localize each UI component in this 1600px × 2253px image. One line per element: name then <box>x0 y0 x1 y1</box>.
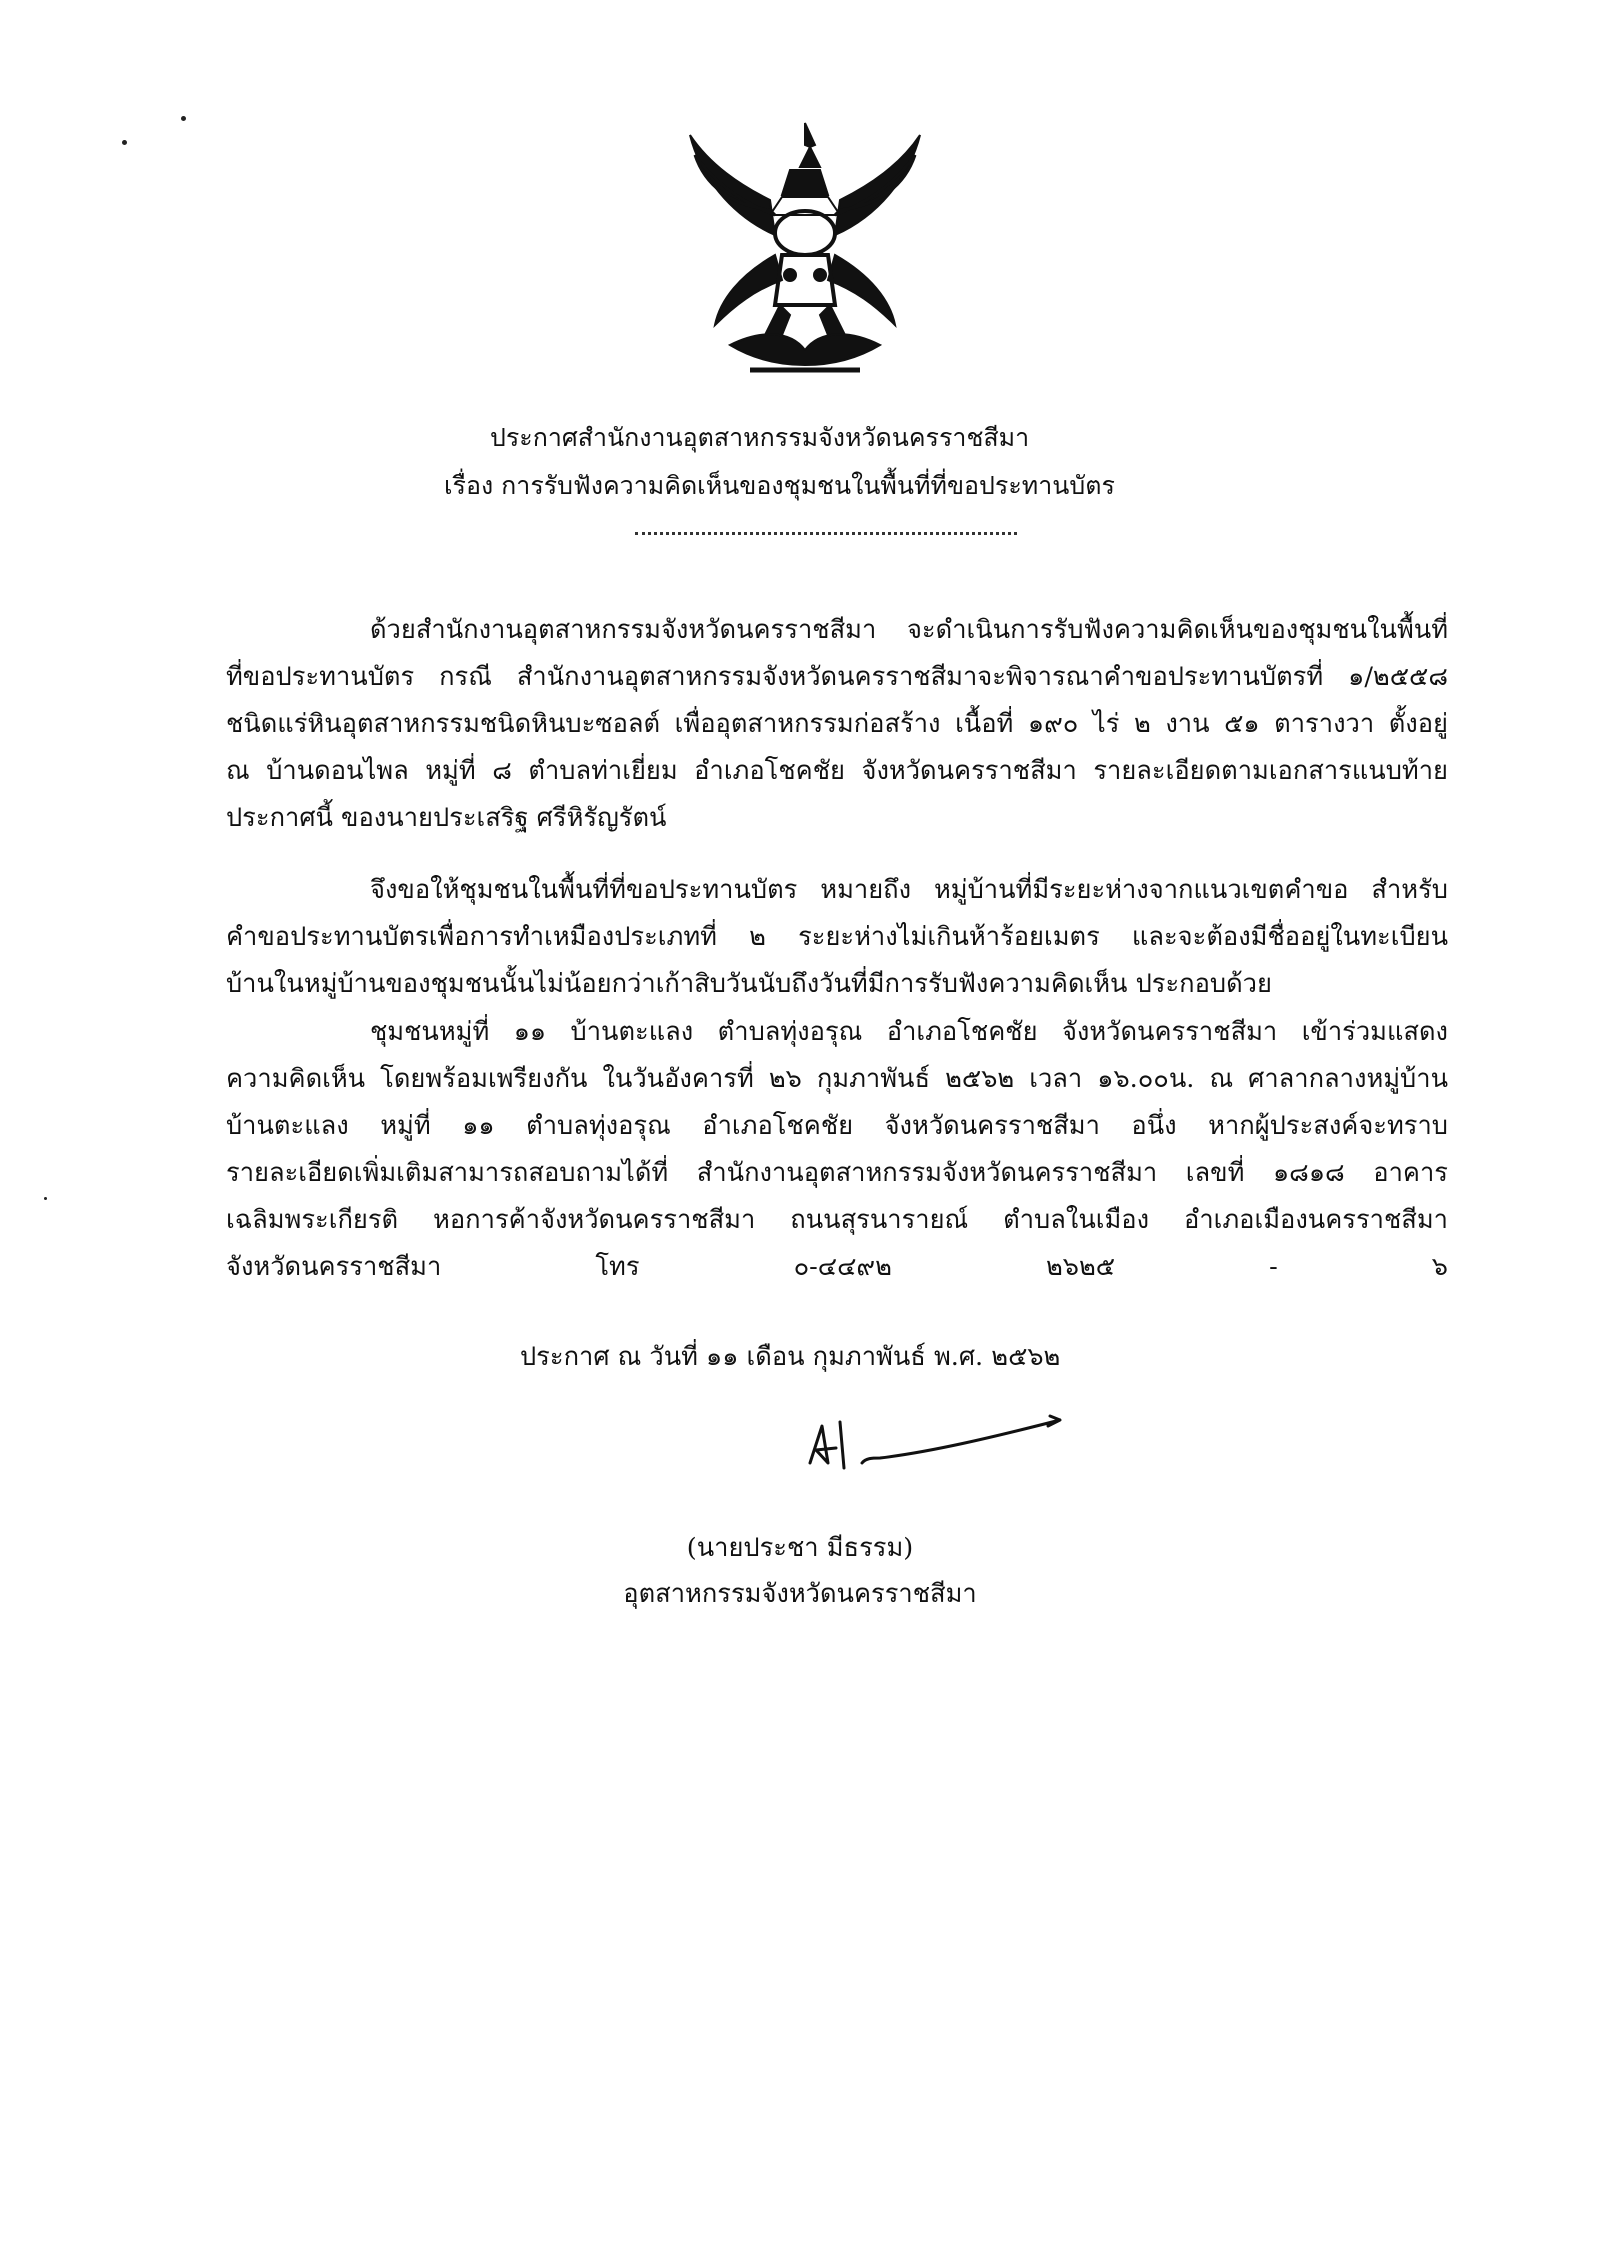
paragraph-3-line: จังหวัดนครราชสีมา โทร ๐-๔๔๙๒ ๒๖๒๕ - ๖ <box>226 1252 1448 1282</box>
paragraph-1-line: ณ บ้านดอนไพล หมู่ที่ ๘ ตำบลท่าเยี่ยม อำเภอโชคชัย จังหวัดนครราชสีมา รายละเอียดตามเอกสารแนบท้าย <box>226 756 1448 786</box>
signer-title: อุตสาหกรรมจังหวัดนครราชสีมา <box>623 1579 977 1609</box>
paragraph-1-line: ประกาศนี้ ของนายประเสริฐ ศรีหิรัญรัตน์ <box>226 803 667 833</box>
paragraph-2-line: บ้านในหมู่บ้านของชุมชนนั้นไม่น้อยกว่าเก้าสิบวันนับถึงวันที่มีการรับฟังความคิดเห็น ประกอบด้วย <box>226 969 1272 999</box>
paragraph-2-line: จึงขอให้ชุมชนในพื้นที่ที่ขอประทานบัตร หมายถึง หมู่บ้านที่มีระยะห่างจากแนวเขตคำขอ สำหรับ <box>370 875 1448 905</box>
paragraph-3-line: บ้านตะแลง หมู่ที่ ๑๑ ตำบลทุ่งอรุณ อำเภอโชคชัย จังหวัดนครราชสีมา อนึ่ง หากผู้ประสงค์จะทราบ <box>226 1111 1448 1141</box>
dotted-separator <box>635 532 1017 539</box>
header-title-line-1: ประกาศสำนักงานอุตสาหกรรมจังหวัดนครราชสีมา <box>490 423 1030 452</box>
announcement-date: ประกาศ ณ วันที่ ๑๑ เดือน กุมภาพันธ์ พ.ศ. ๒๕๖๒ <box>520 1342 1061 1372</box>
handwritten-signature-icon <box>800 1408 1080 1488</box>
paragraph-1-line: ด้วยสำนักงานอุตสาหกรรมจังหวัดนครราชสีมา จะดำเนินการรับฟังความคิดเห็นของชุมชนในพื้นที่ <box>370 615 1448 645</box>
paragraph-2-line: คำขอประทานบัตรเพื่อการทำเหมืองประเภทที่ ๒ ระยะห่างไม่เกินห้าร้อยเมตร และจะต้องมีชื่ออยู่ในทะเบียน <box>226 922 1448 952</box>
paragraph-1-line: ชนิดแร่หินอุตสาหกรรมชนิดหินบะซอลต์ เพื่ออุตสาหกรรมก่อสร้าง เนื้อที่ ๑๙๐ ไร่ ๒ งาน ๕๑ ตารางวา ตั้งอยู่ <box>226 709 1448 739</box>
header-title-line-2: เรื่อง การรับฟังความคิดเห็นของชุมชนในพื้นที่ที่ขอประทานบัตร <box>444 471 1115 500</box>
signer-name: (นายประชา มีธรรม) <box>686 1533 914 1563</box>
paragraph-1-line: ที่ขอประทานบัตร กรณี สำนักงานอุตสาหกรรมจังหวัดนครราชสีมาจะพิจารณาคำขอประทานบัตรที่ ๑/๒๕๕๘ <box>226 662 1448 692</box>
speck <box>44 1197 47 1200</box>
paragraph-3-line: เฉลิมพระเกียรติ หอการค้าจังหวัดนครราชสีมา ถนนสุรนารายณ์ ตำบลในเมือง อำเภอเมืองนครราชสีมา <box>226 1205 1448 1235</box>
speck <box>181 116 186 121</box>
speck <box>122 140 127 145</box>
paragraph-3-line: ความคิดเห็น โดยพร้อมเพรียงกัน ในวันอังคารที่ ๒๖ กุมภาพันธ์ ๒๕๖๒ เวลา ๑๖.๐๐น. ณ ศาลากลางหมู่บ้าน <box>226 1064 1448 1094</box>
paragraph-3-line: รายละเอียดเพิ่มเติมสามารถสอบถามได้ที่ สำนักงานอุตสาหกรรมจังหวัดนครราชสีมา เลขที่ ๑๘๑๘ อาคาร <box>226 1158 1448 1188</box>
garuda-emblem-icon <box>670 115 940 385</box>
paragraph-3-line: ชุมชนหมู่ที่ ๑๑ บ้านตะแลง ตำบลทุ่งอรุณ อำเภอโชคชัย จังหวัดนครราชสีมา เข้าร่วมแสดง <box>370 1017 1448 1047</box>
